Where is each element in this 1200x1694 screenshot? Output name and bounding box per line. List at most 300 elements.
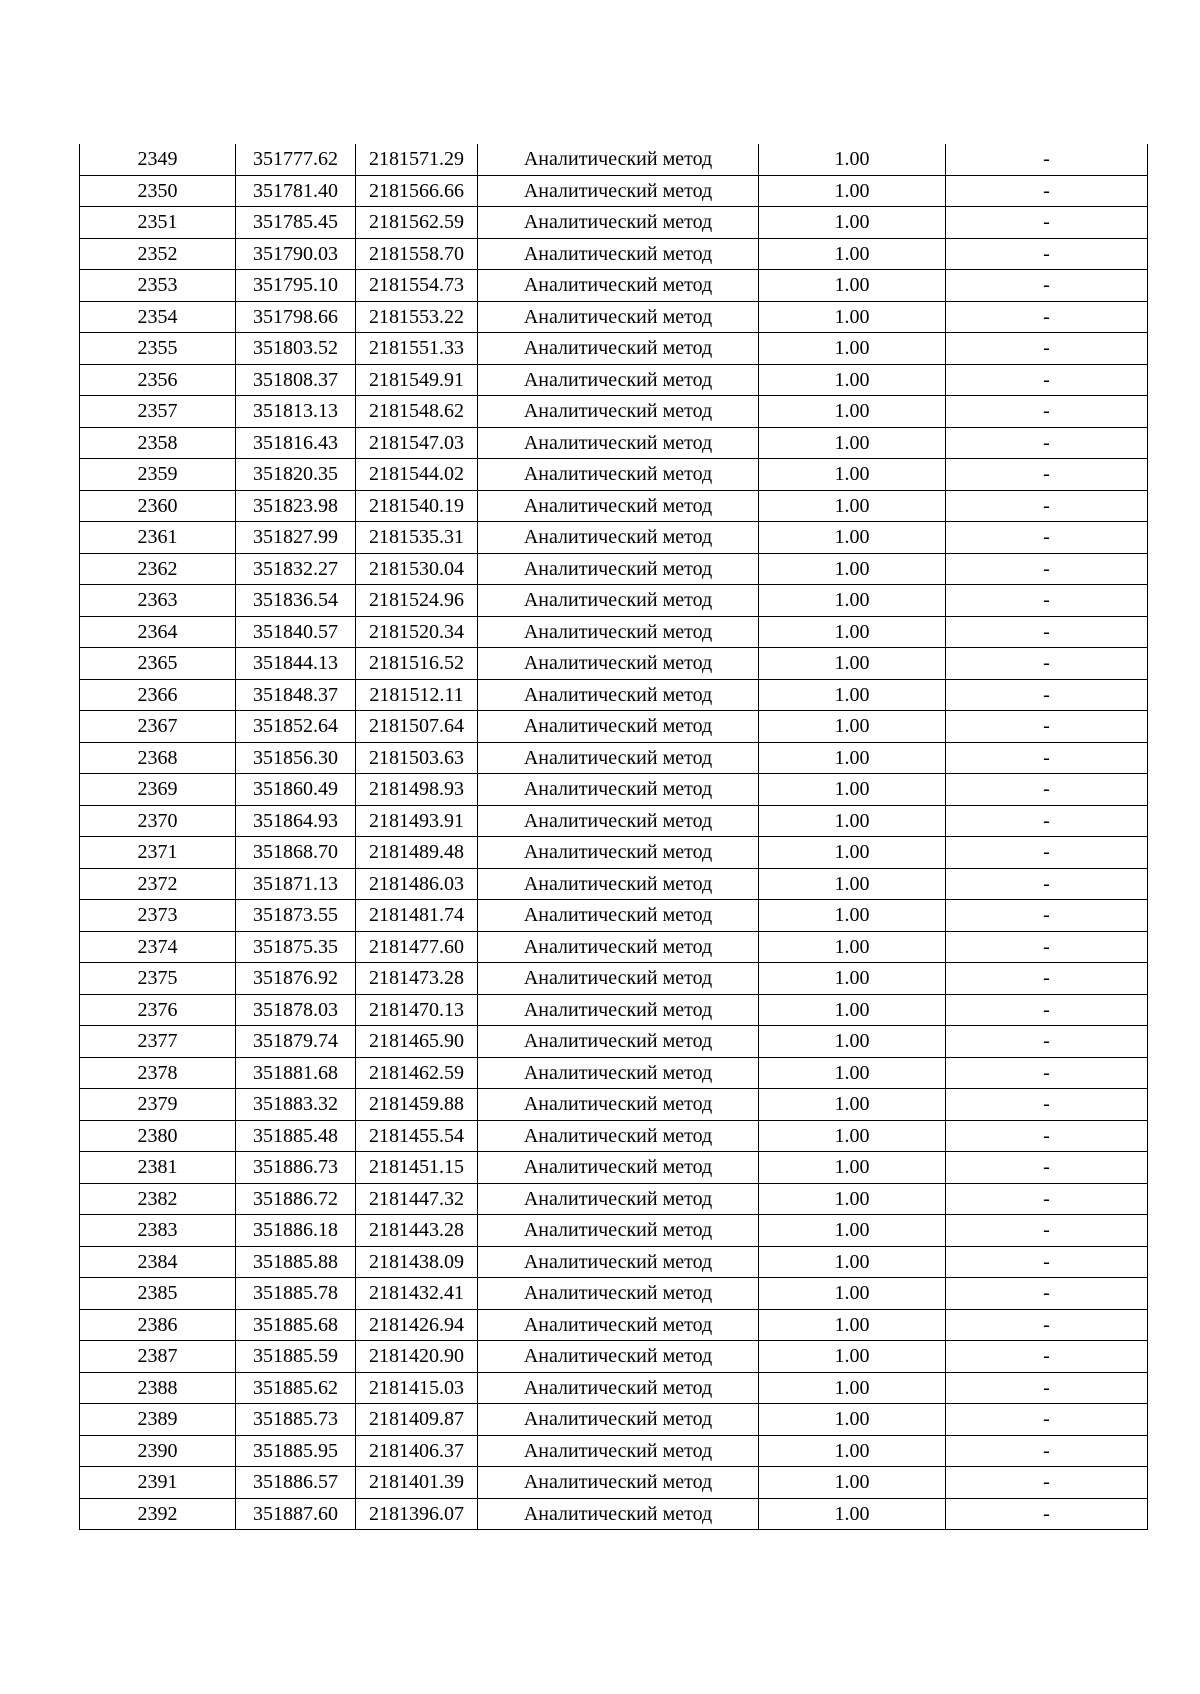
precision-cell: 1.00 xyxy=(759,301,946,333)
x-coordinate-cell: 351813.13 xyxy=(236,396,356,428)
y-coordinate-cell: 2181438.09 xyxy=(356,1246,478,1278)
description-cell: - xyxy=(946,1215,1148,1247)
table-row xyxy=(80,1498,1148,1530)
table-row xyxy=(80,679,1148,711)
description-cell: - xyxy=(946,1120,1148,1152)
table-row xyxy=(80,1026,1148,1058)
table-row xyxy=(80,1215,1148,1247)
description-cell: - xyxy=(946,144,1148,175)
table-row xyxy=(80,648,1148,680)
y-coordinate-cell: 2181451.15 xyxy=(356,1152,478,1184)
description-cell: - xyxy=(946,868,1148,900)
y-coordinate-cell: 2181547.03 xyxy=(356,427,478,459)
point-number-cell: 2392 xyxy=(80,1498,236,1530)
description-cell: - xyxy=(946,994,1148,1026)
description-cell: - xyxy=(946,805,1148,837)
x-coordinate-cell: 351881.68 xyxy=(236,1057,356,1089)
description-cell: - xyxy=(946,648,1148,680)
y-coordinate-cell: 2181516.52 xyxy=(356,648,478,680)
table-row xyxy=(80,805,1148,837)
x-coordinate-cell: 351795.10 xyxy=(236,270,356,302)
method-cell: Аналитический метод xyxy=(478,742,759,774)
precision-cell: 1.00 xyxy=(759,1120,946,1152)
table-row xyxy=(80,1246,1148,1278)
description-cell: - xyxy=(946,427,1148,459)
y-coordinate-cell: 2181498.93 xyxy=(356,774,478,806)
table-row xyxy=(80,931,1148,963)
y-coordinate-cell: 2181473.28 xyxy=(356,963,478,995)
method-cell: Аналитический метод xyxy=(478,1152,759,1184)
point-number-cell: 2371 xyxy=(80,837,236,869)
x-coordinate-cell: 351856.30 xyxy=(236,742,356,774)
y-coordinate-cell: 2181520.34 xyxy=(356,616,478,648)
precision-cell: 1.00 xyxy=(759,1467,946,1499)
precision-cell: 1.00 xyxy=(759,364,946,396)
table-row xyxy=(80,868,1148,900)
point-number-cell: 2380 xyxy=(80,1120,236,1152)
precision-cell: 1.00 xyxy=(759,1435,946,1467)
precision-cell: 1.00 xyxy=(759,931,946,963)
x-coordinate-cell: 351886.57 xyxy=(236,1467,356,1499)
table-row xyxy=(80,1278,1148,1310)
description-cell: - xyxy=(946,553,1148,585)
point-number-cell: 2365 xyxy=(80,648,236,680)
y-coordinate-cell: 2181566.66 xyxy=(356,175,478,207)
x-coordinate-cell: 351885.95 xyxy=(236,1435,356,1467)
y-coordinate-cell: 2181486.03 xyxy=(356,868,478,900)
precision-cell: 1.00 xyxy=(759,900,946,932)
table-row xyxy=(80,963,1148,995)
description-cell: - xyxy=(946,1026,1148,1058)
x-coordinate-cell: 351781.40 xyxy=(236,175,356,207)
method-cell: Аналитический метод xyxy=(478,837,759,869)
method-cell: Аналитический метод xyxy=(478,711,759,743)
description-cell: - xyxy=(946,774,1148,806)
description-cell: - xyxy=(946,175,1148,207)
point-number-cell: 2352 xyxy=(80,238,236,270)
point-number-cell: 2356 xyxy=(80,364,236,396)
precision-cell: 1.00 xyxy=(759,459,946,491)
description-cell: - xyxy=(946,900,1148,932)
table-row xyxy=(80,711,1148,743)
x-coordinate-cell: 351868.70 xyxy=(236,837,356,869)
precision-cell: 1.00 xyxy=(759,994,946,1026)
x-coordinate-cell: 351820.35 xyxy=(236,459,356,491)
x-coordinate-cell: 351777.62 xyxy=(236,144,356,175)
x-coordinate-cell: 351790.03 xyxy=(236,238,356,270)
method-cell: Аналитический метод xyxy=(478,868,759,900)
y-coordinate-cell: 2181524.96 xyxy=(356,585,478,617)
point-number-cell: 2358 xyxy=(80,427,236,459)
description-cell: - xyxy=(946,585,1148,617)
point-number-cell: 2369 xyxy=(80,774,236,806)
coordinates-table xyxy=(79,144,1148,1530)
precision-cell: 1.00 xyxy=(759,1309,946,1341)
x-coordinate-cell: 351852.64 xyxy=(236,711,356,743)
precision-cell: 1.00 xyxy=(759,1026,946,1058)
description-cell: - xyxy=(946,1404,1148,1436)
y-coordinate-cell: 2181535.31 xyxy=(356,522,478,554)
method-cell: Аналитический метод xyxy=(478,1467,759,1499)
x-coordinate-cell: 351879.74 xyxy=(236,1026,356,1058)
x-coordinate-cell: 351875.35 xyxy=(236,931,356,963)
table-row xyxy=(80,1152,1148,1184)
table-row xyxy=(80,144,1148,175)
x-coordinate-cell: 351832.27 xyxy=(236,553,356,585)
method-cell: Аналитический метод xyxy=(478,396,759,428)
y-coordinate-cell: 2181507.64 xyxy=(356,711,478,743)
precision-cell: 1.00 xyxy=(759,1246,946,1278)
method-cell: Аналитический метод xyxy=(478,490,759,522)
x-coordinate-cell: 351848.37 xyxy=(236,679,356,711)
point-number-cell: 2351 xyxy=(80,207,236,239)
x-coordinate-cell: 351808.37 xyxy=(236,364,356,396)
point-number-cell: 2376 xyxy=(80,994,236,1026)
y-coordinate-cell: 2181426.94 xyxy=(356,1309,478,1341)
description-cell: - xyxy=(946,333,1148,365)
y-coordinate-cell: 2181548.62 xyxy=(356,396,478,428)
precision-cell: 1.00 xyxy=(759,963,946,995)
precision-cell: 1.00 xyxy=(759,1372,946,1404)
y-coordinate-cell: 2181447.32 xyxy=(356,1183,478,1215)
point-number-cell: 2353 xyxy=(80,270,236,302)
y-coordinate-cell: 2181409.87 xyxy=(356,1404,478,1436)
description-cell: - xyxy=(946,1435,1148,1467)
description-cell: - xyxy=(946,1467,1148,1499)
precision-cell: 1.00 xyxy=(759,238,946,270)
table-row xyxy=(80,1467,1148,1499)
description-cell: - xyxy=(946,396,1148,428)
point-number-cell: 2350 xyxy=(80,175,236,207)
precision-cell: 1.00 xyxy=(759,1057,946,1089)
table-row xyxy=(80,1404,1148,1436)
description-cell: - xyxy=(946,837,1148,869)
table-row xyxy=(80,1341,1148,1373)
point-number-cell: 2367 xyxy=(80,711,236,743)
method-cell: Аналитический метод xyxy=(478,144,759,175)
method-cell: Аналитический метод xyxy=(478,1278,759,1310)
table-row xyxy=(80,774,1148,806)
precision-cell: 1.00 xyxy=(759,144,946,175)
table-row xyxy=(80,1089,1148,1121)
y-coordinate-cell: 2181489.48 xyxy=(356,837,478,869)
y-coordinate-cell: 2181558.70 xyxy=(356,238,478,270)
method-cell: Аналитический метод xyxy=(478,1372,759,1404)
y-coordinate-cell: 2181443.28 xyxy=(356,1215,478,1247)
point-number-cell: 2370 xyxy=(80,805,236,837)
point-number-cell: 2363 xyxy=(80,585,236,617)
precision-cell: 1.00 xyxy=(759,679,946,711)
description-cell: - xyxy=(946,270,1148,302)
precision-cell: 1.00 xyxy=(759,1089,946,1121)
description-cell: - xyxy=(946,522,1148,554)
point-number-cell: 2375 xyxy=(80,963,236,995)
x-coordinate-cell: 351885.62 xyxy=(236,1372,356,1404)
y-coordinate-cell: 2181481.74 xyxy=(356,900,478,932)
y-coordinate-cell: 2181549.91 xyxy=(356,364,478,396)
point-number-cell: 2386 xyxy=(80,1309,236,1341)
point-number-cell: 2366 xyxy=(80,679,236,711)
table-row xyxy=(80,427,1148,459)
description-cell: - xyxy=(946,1057,1148,1089)
point-number-cell: 2381 xyxy=(80,1152,236,1184)
method-cell: Аналитический метод xyxy=(478,364,759,396)
description-cell: - xyxy=(946,1246,1148,1278)
description-cell: - xyxy=(946,931,1148,963)
description-cell: - xyxy=(946,742,1148,774)
y-coordinate-cell: 2181530.04 xyxy=(356,553,478,585)
precision-cell: 1.00 xyxy=(759,711,946,743)
precision-cell: 1.00 xyxy=(759,774,946,806)
precision-cell: 1.00 xyxy=(759,648,946,680)
precision-cell: 1.00 xyxy=(759,585,946,617)
description-cell: - xyxy=(946,1498,1148,1530)
x-coordinate-cell: 351885.73 xyxy=(236,1404,356,1436)
table-row xyxy=(80,1309,1148,1341)
x-coordinate-cell: 351871.13 xyxy=(236,868,356,900)
method-cell: Аналитический метод xyxy=(478,427,759,459)
description-cell: - xyxy=(946,616,1148,648)
method-cell: Аналитический метод xyxy=(478,553,759,585)
method-cell: Аналитический метод xyxy=(478,585,759,617)
x-coordinate-cell: 351885.78 xyxy=(236,1278,356,1310)
precision-cell: 1.00 xyxy=(759,1215,946,1247)
precision-cell: 1.00 xyxy=(759,1341,946,1373)
y-coordinate-cell: 2181406.37 xyxy=(356,1435,478,1467)
precision-cell: 1.00 xyxy=(759,490,946,522)
y-coordinate-cell: 2181396.07 xyxy=(356,1498,478,1530)
description-cell: - xyxy=(946,711,1148,743)
point-number-cell: 2390 xyxy=(80,1435,236,1467)
y-coordinate-cell: 2181493.91 xyxy=(356,805,478,837)
point-number-cell: 2354 xyxy=(80,301,236,333)
table-row xyxy=(80,1057,1148,1089)
x-coordinate-cell: 351836.54 xyxy=(236,585,356,617)
table-row xyxy=(80,585,1148,617)
description-cell: - xyxy=(946,1152,1148,1184)
point-number-cell: 2385 xyxy=(80,1278,236,1310)
description-cell: - xyxy=(946,1309,1148,1341)
point-number-cell: 2364 xyxy=(80,616,236,648)
table-row xyxy=(80,238,1148,270)
method-cell: Аналитический метод xyxy=(478,1404,759,1436)
description-cell: - xyxy=(946,679,1148,711)
y-coordinate-cell: 2181420.90 xyxy=(356,1341,478,1373)
method-cell: Аналитический метод xyxy=(478,963,759,995)
table-row xyxy=(80,1120,1148,1152)
method-cell: Аналитический метод xyxy=(478,1026,759,1058)
precision-cell: 1.00 xyxy=(759,805,946,837)
x-coordinate-cell: 351887.60 xyxy=(236,1498,356,1530)
point-number-cell: 2368 xyxy=(80,742,236,774)
method-cell: Аналитический метод xyxy=(478,1057,759,1089)
method-cell: Аналитический метод xyxy=(478,270,759,302)
method-cell: Аналитический метод xyxy=(478,1215,759,1247)
x-coordinate-cell: 351816.43 xyxy=(236,427,356,459)
description-cell: - xyxy=(946,207,1148,239)
x-coordinate-cell: 351876.92 xyxy=(236,963,356,995)
precision-cell: 1.00 xyxy=(759,522,946,554)
x-coordinate-cell: 351885.48 xyxy=(236,1120,356,1152)
table-row xyxy=(80,1183,1148,1215)
table-row xyxy=(80,994,1148,1026)
table-row xyxy=(80,742,1148,774)
x-coordinate-cell: 351885.88 xyxy=(236,1246,356,1278)
point-number-cell: 2355 xyxy=(80,333,236,365)
y-coordinate-cell: 2181562.59 xyxy=(356,207,478,239)
x-coordinate-cell: 351885.68 xyxy=(236,1309,356,1341)
x-coordinate-cell: 351827.99 xyxy=(236,522,356,554)
precision-cell: 1.00 xyxy=(759,1498,946,1530)
method-cell: Аналитический метод xyxy=(478,900,759,932)
y-coordinate-cell: 2181540.19 xyxy=(356,490,478,522)
description-cell: - xyxy=(946,238,1148,270)
x-coordinate-cell: 351785.45 xyxy=(236,207,356,239)
description-cell: - xyxy=(946,459,1148,491)
y-coordinate-cell: 2181553.22 xyxy=(356,301,478,333)
x-coordinate-cell: 351883.32 xyxy=(236,1089,356,1121)
x-coordinate-cell: 351803.52 xyxy=(236,333,356,365)
method-cell: Аналитический метод xyxy=(478,333,759,365)
table-row xyxy=(80,490,1148,522)
table-row xyxy=(80,333,1148,365)
table-row xyxy=(80,459,1148,491)
y-coordinate-cell: 2181401.39 xyxy=(356,1467,478,1499)
y-coordinate-cell: 2181415.03 xyxy=(356,1372,478,1404)
description-cell: - xyxy=(946,963,1148,995)
x-coordinate-cell: 351886.72 xyxy=(236,1183,356,1215)
table-row xyxy=(80,207,1148,239)
method-cell: Аналитический метод xyxy=(478,1341,759,1373)
x-coordinate-cell: 351878.03 xyxy=(236,994,356,1026)
point-number-cell: 2387 xyxy=(80,1341,236,1373)
x-coordinate-cell: 351886.73 xyxy=(236,1152,356,1184)
table-row xyxy=(80,175,1148,207)
table-row xyxy=(80,1372,1148,1404)
y-coordinate-cell: 2181544.02 xyxy=(356,459,478,491)
coordinates-table-body xyxy=(80,144,1148,1530)
method-cell: Аналитический метод xyxy=(478,459,759,491)
point-number-cell: 2389 xyxy=(80,1404,236,1436)
description-cell: - xyxy=(946,364,1148,396)
x-coordinate-cell: 351844.13 xyxy=(236,648,356,680)
method-cell: Аналитический метод xyxy=(478,301,759,333)
point-number-cell: 2359 xyxy=(80,459,236,491)
method-cell: Аналитический метод xyxy=(478,1089,759,1121)
x-coordinate-cell: 351864.93 xyxy=(236,805,356,837)
method-cell: Аналитический метод xyxy=(478,931,759,963)
description-cell: - xyxy=(946,301,1148,333)
method-cell: Аналитический метод xyxy=(478,1435,759,1467)
y-coordinate-cell: 2181455.54 xyxy=(356,1120,478,1152)
table-row xyxy=(80,522,1148,554)
y-coordinate-cell: 2181554.73 xyxy=(356,270,478,302)
precision-cell: 1.00 xyxy=(759,207,946,239)
precision-cell: 1.00 xyxy=(759,1183,946,1215)
precision-cell: 1.00 xyxy=(759,1404,946,1436)
precision-cell: 1.00 xyxy=(759,427,946,459)
method-cell: Аналитический метод xyxy=(478,175,759,207)
precision-cell: 1.00 xyxy=(759,837,946,869)
point-number-cell: 2374 xyxy=(80,931,236,963)
precision-cell: 1.00 xyxy=(759,742,946,774)
method-cell: Аналитический метод xyxy=(478,207,759,239)
y-coordinate-cell: 2181512.11 xyxy=(356,679,478,711)
y-coordinate-cell: 2181503.63 xyxy=(356,742,478,774)
x-coordinate-cell: 351885.59 xyxy=(236,1341,356,1373)
y-coordinate-cell: 2181459.88 xyxy=(356,1089,478,1121)
table-row xyxy=(80,301,1148,333)
method-cell: Аналитический метод xyxy=(478,994,759,1026)
point-number-cell: 2388 xyxy=(80,1372,236,1404)
method-cell: Аналитический метод xyxy=(478,522,759,554)
point-number-cell: 2360 xyxy=(80,490,236,522)
method-cell: Аналитический метод xyxy=(478,1183,759,1215)
point-number-cell: 2373 xyxy=(80,900,236,932)
precision-cell: 1.00 xyxy=(759,175,946,207)
precision-cell: 1.00 xyxy=(759,270,946,302)
table-row xyxy=(80,364,1148,396)
description-cell: - xyxy=(946,490,1148,522)
point-number-cell: 2391 xyxy=(80,1467,236,1499)
x-coordinate-cell: 351798.66 xyxy=(236,301,356,333)
precision-cell: 1.00 xyxy=(759,616,946,648)
method-cell: Аналитический метод xyxy=(478,616,759,648)
description-cell: - xyxy=(946,1372,1148,1404)
y-coordinate-cell: 2181551.33 xyxy=(356,333,478,365)
point-number-cell: 2384 xyxy=(80,1246,236,1278)
point-number-cell: 2382 xyxy=(80,1183,236,1215)
point-number-cell: 2357 xyxy=(80,396,236,428)
table-row xyxy=(80,616,1148,648)
point-number-cell: 2378 xyxy=(80,1057,236,1089)
point-number-cell: 2379 xyxy=(80,1089,236,1121)
description-cell: - xyxy=(946,1341,1148,1373)
method-cell: Аналитический метод xyxy=(478,805,759,837)
point-number-cell: 2362 xyxy=(80,553,236,585)
method-cell: Аналитический метод xyxy=(478,1246,759,1278)
point-number-cell: 2383 xyxy=(80,1215,236,1247)
precision-cell: 1.00 xyxy=(759,396,946,428)
point-number-cell: 2377 xyxy=(80,1026,236,1058)
x-coordinate-cell: 351840.57 xyxy=(236,616,356,648)
y-coordinate-cell: 2181571.29 xyxy=(356,144,478,175)
y-coordinate-cell: 2181477.60 xyxy=(356,931,478,963)
x-coordinate-cell: 351823.98 xyxy=(236,490,356,522)
table-row xyxy=(80,396,1148,428)
point-number-cell: 2361 xyxy=(80,522,236,554)
method-cell: Аналитический метод xyxy=(478,648,759,680)
method-cell: Аналитический метод xyxy=(478,238,759,270)
point-number-cell: 2349 xyxy=(80,144,236,175)
point-number-cell: 2372 xyxy=(80,868,236,900)
precision-cell: 1.00 xyxy=(759,333,946,365)
x-coordinate-cell: 351860.49 xyxy=(236,774,356,806)
method-cell: Аналитический метод xyxy=(478,1498,759,1530)
precision-cell: 1.00 xyxy=(759,553,946,585)
x-coordinate-cell: 351886.18 xyxy=(236,1215,356,1247)
table-row xyxy=(80,837,1148,869)
precision-cell: 1.00 xyxy=(759,1152,946,1184)
precision-cell: 1.00 xyxy=(759,868,946,900)
method-cell: Аналитический метод xyxy=(478,1309,759,1341)
y-coordinate-cell: 2181462.59 xyxy=(356,1057,478,1089)
precision-cell: 1.00 xyxy=(759,1278,946,1310)
y-coordinate-cell: 2181470.13 xyxy=(356,994,478,1026)
description-cell: - xyxy=(946,1183,1148,1215)
table-row xyxy=(80,900,1148,932)
description-cell: - xyxy=(946,1089,1148,1121)
